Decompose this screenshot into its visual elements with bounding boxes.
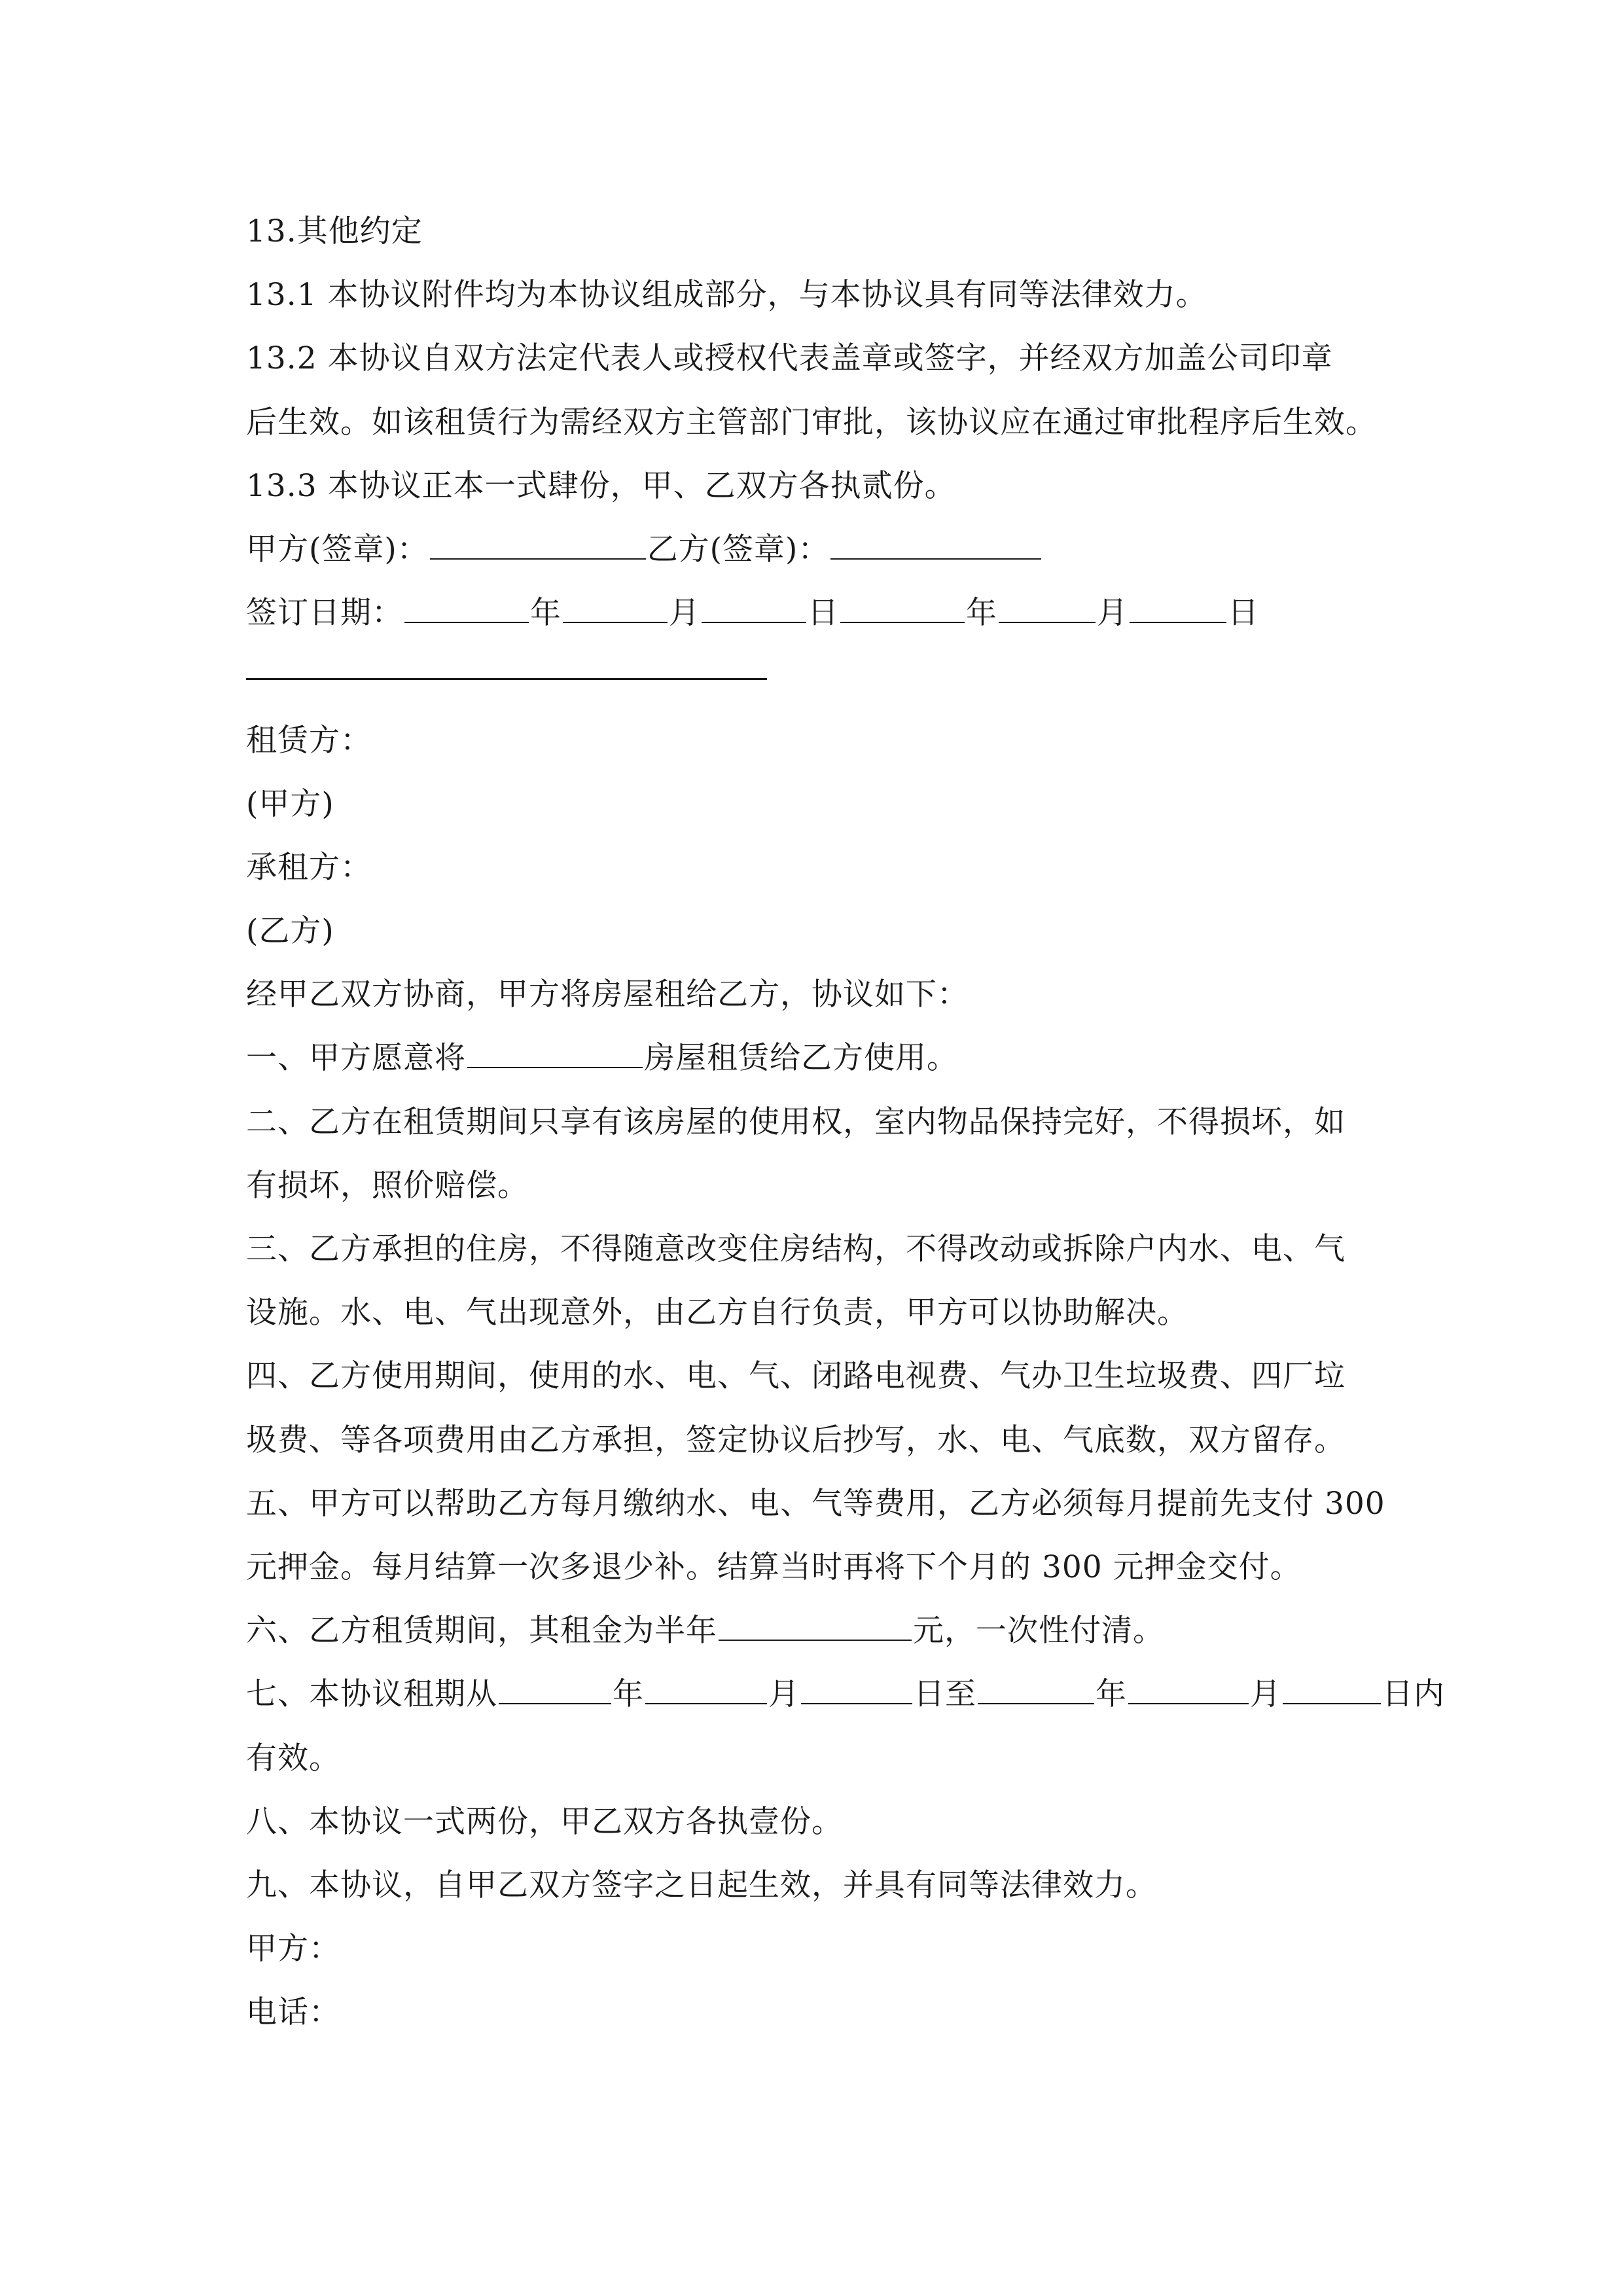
item-3-line1: 三、乙方承担的住房，不得随意改变住房结构，不得改动或拆除户内水、电、气 xyxy=(246,1231,1346,1267)
item-4-line1: 四、乙方使用期间，使用的水、电、气、闭路电视费、气办卫生垃圾费、四厂垃 xyxy=(246,1358,1346,1395)
date-year-blank-2[interactable] xyxy=(840,592,965,623)
party-b-paren: (乙方) xyxy=(246,913,334,950)
party-b-seal-label: 乙方(签章)： xyxy=(647,531,830,567)
month-label-1: 月 xyxy=(669,595,700,632)
item-2-line1: 二、乙方在租赁期间只享有该房屋的使用权，室内物品保持完好，不得损坏，如 xyxy=(246,1103,1346,1140)
item-7-prefix: 七、本协议租期从 xyxy=(246,1676,497,1713)
party-b-seal-blank[interactable] xyxy=(830,528,1041,560)
day-label-2: 日 xyxy=(1228,595,1259,632)
date-day-blank-2[interactable] xyxy=(1130,592,1226,623)
item-1-prefix: 一、甲方愿意将 xyxy=(246,1040,466,1077)
phone-label: 电话： xyxy=(246,1994,340,2031)
end-year-label: 年 xyxy=(1096,1676,1127,1713)
lessor-label: 租赁方： xyxy=(246,722,372,759)
party-a-seal-label: 甲方(签章)： xyxy=(246,531,429,567)
signing-date-label: 签订日期： xyxy=(246,595,403,632)
clause-13-3: 13.3 本协议正本一式肆份，甲、乙双方各执贰份。 xyxy=(246,467,956,504)
item-6-suffix: 元，一次性付清。 xyxy=(913,1613,1164,1649)
item-4-line2: 圾费、等各项费用由乙方承担，签定协议后抄写，水、电、气底数，双方留存。 xyxy=(246,1422,1346,1458)
year-label-1: 年 xyxy=(530,595,562,632)
item-5-line1: 五、甲方可以帮助乙方每月缴纳水、电、气等费用，乙方必须每月提前先支付 300 xyxy=(246,1485,1385,1522)
date-year-blank-1[interactable] xyxy=(404,592,529,623)
separator-line xyxy=(246,645,1398,708)
end-day-blank[interactable] xyxy=(1283,1673,1381,1704)
clause-13-2-line2: 后生效。如该租赁行为需经双方主管部门审批，该协议应在通过审批程序后生效。 xyxy=(246,404,1377,440)
item-2-line2: 有损坏，照价赔偿。 xyxy=(246,1167,529,1204)
month-label-2: 月 xyxy=(1097,595,1128,632)
start-month-label: 月 xyxy=(768,1676,800,1713)
start-year-blank[interactable] xyxy=(499,1673,611,1704)
start-day-label: 日至 xyxy=(914,1676,976,1713)
agreement-intro: 经甲乙双方协商，甲方将房屋租给乙方，协议如下： xyxy=(246,977,969,1013)
day-label-1: 日 xyxy=(808,595,839,632)
signing-date-line xyxy=(246,581,1398,645)
item-5-line2: 元押金。每月结算一次多退少补。结算当时再将下个月的 300 元押金交付。 xyxy=(246,1549,1302,1585)
item-8: 八、本协议一式两份，甲乙双方各执壹份。 xyxy=(246,1803,843,1840)
house-location-blank[interactable] xyxy=(467,1037,643,1068)
document-body xyxy=(246,200,1445,2044)
end-month-blank[interactable] xyxy=(1128,1673,1249,1704)
start-year-label: 年 xyxy=(613,1676,644,1713)
item-7-line1 xyxy=(246,1662,1445,1726)
section-heading: 13.其他约定 xyxy=(246,213,423,249)
end-day-label: 日内 xyxy=(1382,1676,1445,1713)
party-a-seal-blank[interactable] xyxy=(430,528,646,560)
item-6 xyxy=(246,1599,1398,1662)
signature-line xyxy=(246,518,1398,581)
clause-13-1: 13.1 本协议附件均为本协议组成部分，与本协议具有同等法律效力。 xyxy=(246,277,1207,314)
party-a-label: 甲方： xyxy=(246,1931,340,1967)
date-month-blank-1[interactable] xyxy=(563,592,668,623)
item-3-line2: 设施。水、电、气出现意外，由乙方自行负责，甲方可以协助解决。 xyxy=(246,1295,1188,1331)
item-7-line2: 有效。 xyxy=(246,1740,340,1776)
party-a-paren: (甲方) xyxy=(246,785,334,822)
item-9: 九、本协议，自甲乙双方签字之日起生效，并具有同等法律效力。 xyxy=(246,1867,1157,1903)
start-month-blank[interactable] xyxy=(645,1673,767,1704)
clause-13-2-line1: 13.2 本协议自双方法定代表人或授权代表盖章或签字，并经双方加盖公司印章 xyxy=(246,340,1333,377)
start-day-blank[interactable] xyxy=(801,1673,912,1704)
item-6-prefix: 六、乙方租赁期间，其租金为半年 xyxy=(246,1613,717,1649)
item-1 xyxy=(246,1026,1398,1090)
date-month-blank-2[interactable] xyxy=(999,592,1096,623)
year-label-2: 年 xyxy=(966,595,997,632)
item-1-suffix: 房屋租赁给乙方使用。 xyxy=(644,1040,958,1077)
end-year-blank[interactable] xyxy=(978,1673,1094,1704)
end-month-label: 月 xyxy=(1250,1676,1281,1713)
date-day-blank-1[interactable] xyxy=(702,592,806,623)
rent-amount-blank[interactable] xyxy=(719,1609,912,1641)
horizontal-rule xyxy=(246,678,767,680)
lessee-label: 承租方： xyxy=(246,849,372,886)
